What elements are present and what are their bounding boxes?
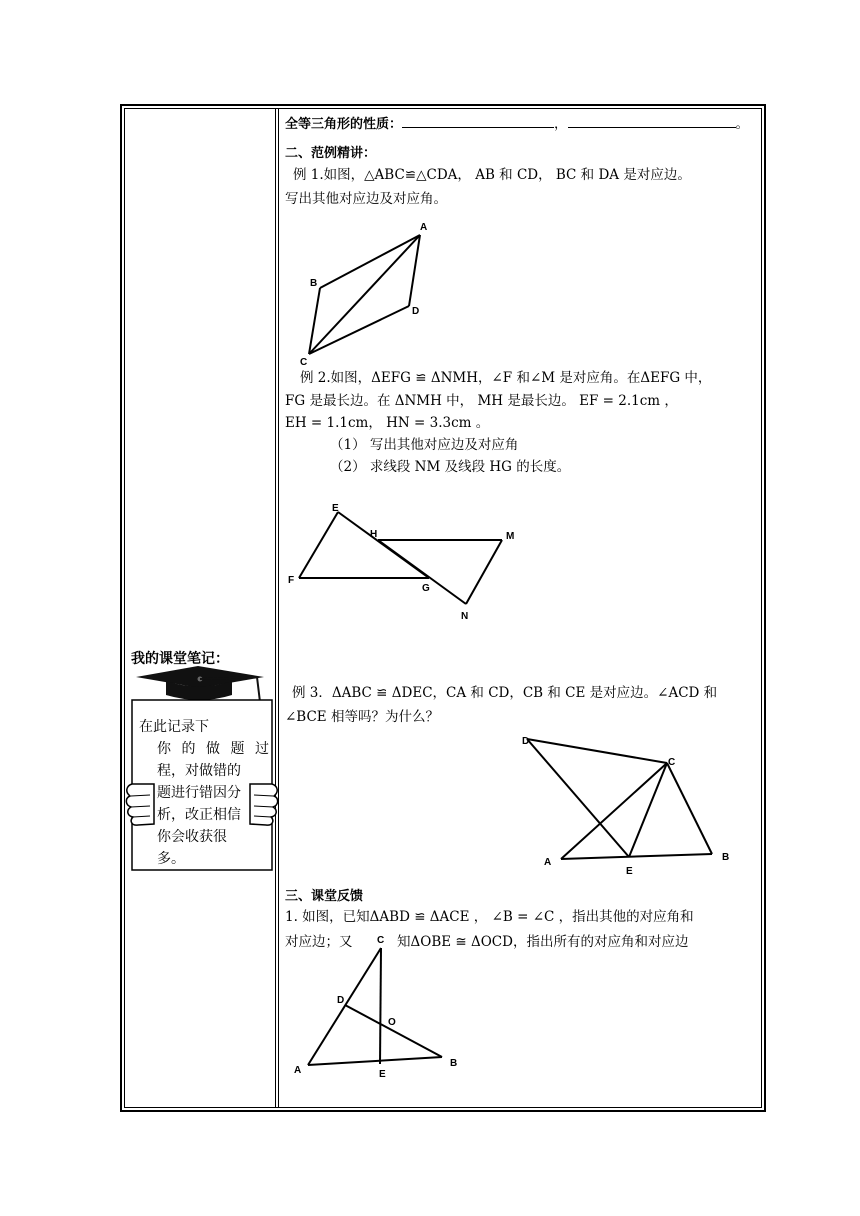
example-2-line-3: EH = 1.1cm， HN = 3.3cm 。: [285, 415, 490, 431]
example-3-line-1: 例 3．ΔABC ≌ ΔDEC，CA 和 CD，CB 和 CE 是对应边。∠ACD 和: [292, 685, 718, 701]
label-G: G: [422, 583, 430, 594]
example-1-line-2: 写出其他对应边及对应角。: [285, 191, 447, 207]
notes-line-6: 你会收获很: [157, 829, 227, 845]
label-B: B: [310, 278, 318, 289]
label-B: B: [722, 852, 730, 863]
section-3-line-2b: 知ΔOBE ≅ ΔOCD，指出所有的对应角和对应边: [397, 934, 689, 950]
figure-3-triangles: [522, 730, 740, 877]
answer-blank-1[interactable]: [402, 114, 554, 128]
section-2-title: 二、范例精讲：: [285, 146, 377, 161]
label-C: C: [668, 757, 676, 768]
example-2-line-1: 例 2.如图，ΔEFG ≌ ΔNMH，∠F 和∠M 是对应角。在ΔEFG 中，: [300, 370, 712, 386]
label-D: D: [522, 736, 530, 747]
label-C: C: [377, 935, 385, 946]
notes-title: 我的课堂笔记：: [131, 651, 229, 667]
figure-1-quadrilateral: [290, 218, 450, 370]
label-D: D: [337, 995, 345, 1006]
example-3-line-2: ∠BCE 相等吗？为什么？: [285, 709, 439, 725]
label-E: E: [332, 503, 339, 514]
label-F: F: [288, 575, 295, 586]
label-A: A: [420, 222, 428, 233]
label-H: H: [370, 529, 378, 540]
figure-2-triangles: [284, 498, 524, 624]
section-3-title: 三、课堂反馈: [285, 889, 364, 904]
notes-line-1: 在此记录下: [139, 719, 209, 735]
properties-line: 全等三角形的性质： ， 。: [285, 116, 750, 132]
label-E: E: [626, 866, 633, 877]
column-divider-left: [275, 108, 276, 1108]
example-2-line-2: FG 是最长边。在 ΔNMH 中， MH 是最长边。 EF = 2.1cm ，: [285, 393, 678, 409]
notes-line-3: 程，对做错的: [157, 763, 241, 779]
column-divider-right: [278, 108, 279, 1108]
section-3-line-1: 1. 如图，已知ΔABD ≌ ΔACE ， ∠B = ∠C ，指出其他的对应角和: [285, 909, 694, 925]
label-A: A: [294, 1065, 302, 1076]
answer-blank-2[interactable]: [568, 114, 736, 128]
label-D: D: [412, 306, 420, 317]
label-E: E: [379, 1069, 386, 1080]
label-M: M: [506, 531, 515, 542]
label-C: C: [300, 357, 308, 368]
label-A: A: [544, 857, 552, 868]
notes-line-5: 析，改正相信: [157, 807, 241, 823]
example-2-question-2: （2） 求线段 NM 及线段 HG 的长度。: [330, 459, 571, 475]
example-1-line-1: 例 1.如图，△ABC≌△CDA， AB 和 CD， BC 和 DA 是对应边。: [293, 167, 691, 183]
label-B: B: [450, 1058, 458, 1069]
label-N: N: [461, 611, 469, 622]
notes-line-4: 题进行错因分: [157, 785, 241, 801]
figure-4-triangles: [290, 932, 470, 1082]
notes-line-2: 你 的 做 题 过: [157, 741, 269, 757]
notes-line-7: 多。: [157, 851, 185, 867]
example-2-question-1: （1） 写出其他对应边及对应角: [330, 437, 519, 453]
label-O: O: [388, 1017, 396, 1028]
section-3-line-2a: 对应边；又: [285, 934, 353, 950]
